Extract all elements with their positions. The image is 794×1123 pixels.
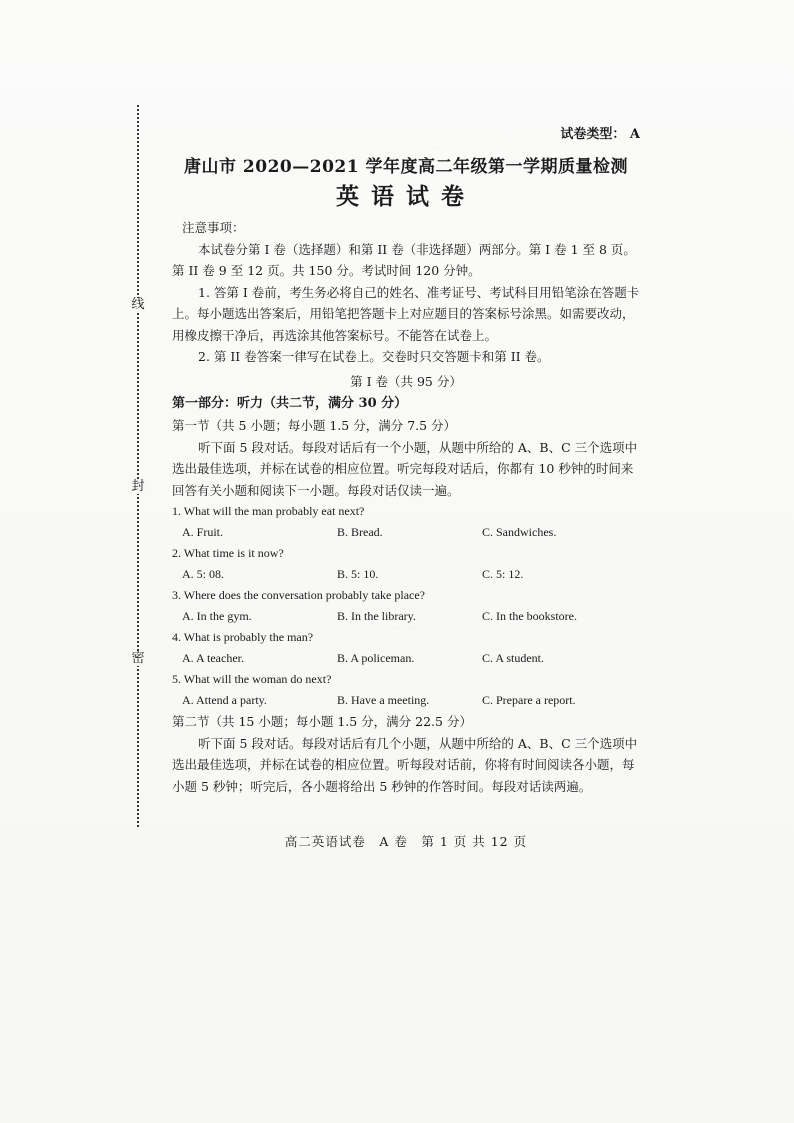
binding-mark-seal: 封 xyxy=(129,480,147,494)
binding-mark-secret: 密 xyxy=(129,652,147,666)
option-a: A. A teacher. xyxy=(182,651,244,665)
exam-content xyxy=(172,125,640,797)
question-stem: 2. What time is it now? xyxy=(172,546,284,560)
notes-paragraph-3: 2. 第 II 卷答案一律写在试卷上。交卷时只交答题卡和第 II 卷。 xyxy=(198,349,550,364)
part1-title: 第一部分：听力（共二节，满分 30 分） xyxy=(172,396,408,411)
show-through-texture: . . . . . . . . xyxy=(380,620,422,632)
binding-mark-line: 线 xyxy=(129,298,147,312)
notes-paragraph-1: 本试卷分第 I 卷（选择题）和第 II 卷（非选择题）两部分。第 I 卷 1 至 8 页。第 II 卷 9 至 12 页。共 150 分。考试时间 120 分钟。 xyxy=(172,241,636,278)
question-options xyxy=(172,648,640,669)
option-b: B. A policeman. xyxy=(337,651,415,665)
notes-paragraph-2: 1. 答第 I 卷前，考生务必将自己的姓名、准考证号、考试科目用铅笔涂在答题卡上。每小题选出答案后，用铅笔把答题卡上对应题目的答案标号涂黑。如需要改动，用橡皮擦干净后，再选涂其他答案标号。不能答在试卷上。 xyxy=(172,284,640,343)
question-options xyxy=(172,606,640,627)
option-c: C. Sandwiches. xyxy=(482,525,557,539)
exam-title: 唐山市 2020—2021 学年度高二年级第一学期质量检测 xyxy=(184,157,628,177)
option-c: C. 5: 12. xyxy=(482,567,524,581)
exam-subtitle: 英语试卷 xyxy=(336,183,476,210)
option-a: A. Fruit. xyxy=(182,525,224,539)
question-1 xyxy=(172,501,640,543)
question-stem: 4. What is probably the man? xyxy=(172,630,314,644)
question-options xyxy=(172,564,640,585)
question-stem: 1. What will the man probably eat next? xyxy=(172,504,365,518)
page-footer: 高二英语试卷 A 卷 第 1 页 共 12 页 xyxy=(284,834,528,849)
paper-type-label: 试卷类型： A xyxy=(560,127,640,142)
option-a: A. Attend a party. xyxy=(182,693,267,707)
option-b: B. Have a meeting. xyxy=(337,693,430,707)
section1-title: 第一节（共 5 小题；每小题 1.5 分，满分 7.5 分） xyxy=(172,418,457,433)
question-4 xyxy=(172,627,640,669)
volume-title: 第 I 卷（共 95 分） xyxy=(350,373,462,389)
option-b: B. In the library. xyxy=(337,609,416,623)
option-b: B. 5: 10. xyxy=(337,567,379,581)
option-b: B. Bread. xyxy=(337,525,383,539)
question-stem: 5. What will the woman do next? xyxy=(172,672,332,686)
option-a: A. 5: 08. xyxy=(182,567,224,581)
notes-heading: 注意事项： xyxy=(182,220,245,235)
question-2 xyxy=(172,543,640,585)
show-through-texture: . . . . . . xyxy=(420,140,451,152)
question-stem: 3. Where does the conversation probably take place? xyxy=(172,588,426,602)
question-options xyxy=(172,522,640,543)
option-c: C. A student. xyxy=(482,651,545,665)
question-3 xyxy=(172,585,640,627)
option-a: A. In the gym. xyxy=(182,609,252,623)
question-options xyxy=(172,690,640,711)
option-c: C. In the bookstore. xyxy=(482,609,577,623)
section2-instructions: 听下面 5 段对话。每段对话后有几个小题，从题中所给的 A、B、C 三个选项中选出最佳选项，并标在试卷的相应位置。听每段对话前，你将有时间阅读各小题，每小题 5 秒钟；听完后，各小题将给出 5 秒钟的作答时间。每段对话读两遍。 xyxy=(172,735,638,794)
option-c: C. Prepare a report. xyxy=(482,693,576,707)
section1-instructions: 听下面 5 段对话。每段对话后有一个小题，从题中所给的 A、B、C 三个选项中选出最佳选项，并标在试卷的相应位置。听完每段对话后，你都有 10 秒钟的时间来回答有关小题和阅读下一小题。每段对话仅读一遍。 xyxy=(172,439,638,498)
section2-title: 第二节（共 15 小题；每小题 1.5 分，满分 22.5 分） xyxy=(172,714,472,729)
binding-dotted-line xyxy=(137,105,139,827)
question-5 xyxy=(172,669,640,711)
